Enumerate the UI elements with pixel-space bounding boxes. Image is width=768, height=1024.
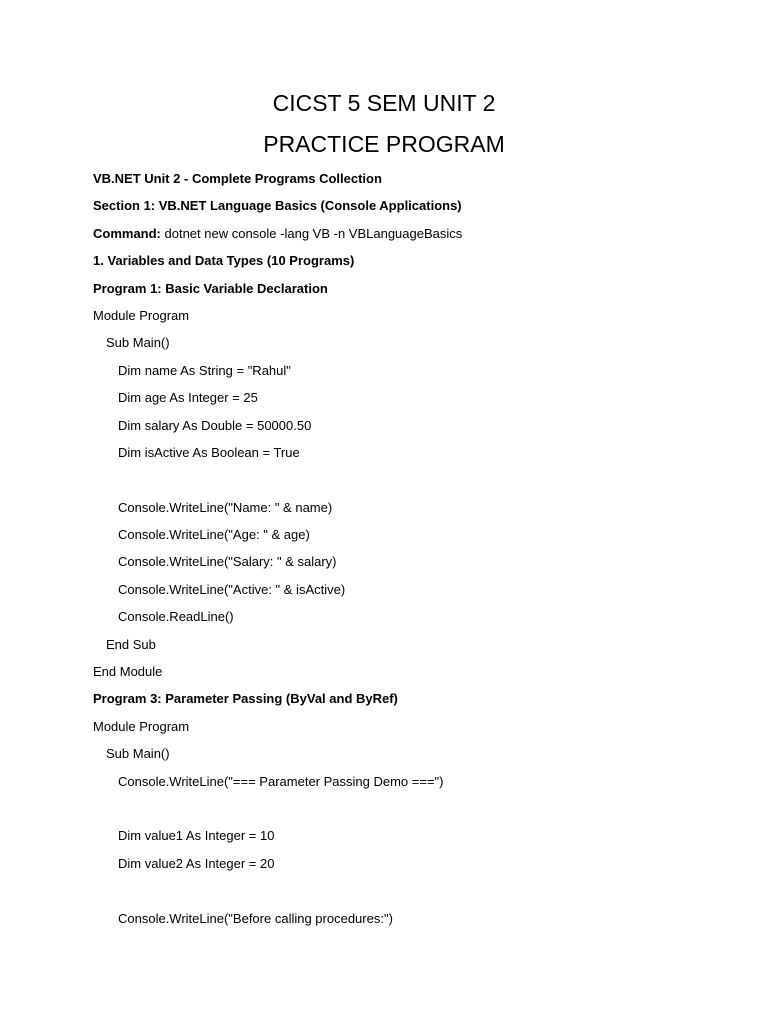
blank-line (93, 877, 733, 904)
document-title-line2: PRACTICE PROGRAM (263, 131, 505, 157)
code-line: Module Program (93, 718, 190, 734)
collection-heading: VB.NET Unit 2 - Complete Programs Collection (93, 171, 382, 186)
code-line: Console.ReadLine() (118, 609, 234, 625)
code-line: Module Program (93, 307, 190, 323)
code-line: Dim value2 As Integer = 20 (118, 855, 275, 871)
code-line: Dim salary As Double = 50000.50 (118, 417, 312, 433)
command-line (93, 220, 733, 247)
code-line: Dim isActive As Boolean = True (118, 444, 300, 460)
code-line: Console.WriteLine("Age: " & age) (118, 527, 310, 543)
code-line: Console.WriteLine("Before calling procedures:") (118, 910, 393, 926)
document-title-line1: CICST 5 SEM UNIT 2 (272, 90, 496, 116)
code-line: Dim name As String = "Rahul" (118, 362, 291, 378)
code-line: Console.WriteLine("Name: " & name) (118, 499, 333, 515)
command-label: Command: (93, 225, 161, 241)
command-text: dotnet new console -lang VB -n VBLanguageBasics (160, 225, 463, 241)
code-line: Console.WriteLine("Salary: " & salary) (118, 554, 337, 570)
code-line: Console.WriteLine("=== Parameter Passing Demo ===") (118, 773, 444, 789)
subsection-heading: 1. Variables and Data Types (10 Programs) (93, 253, 355, 269)
code-line: End Sub (106, 636, 156, 652)
blank-line (93, 795, 733, 822)
blank-line (93, 466, 733, 493)
program3-title: Program 3: Parameter Passing (ByVal and ByRef) (93, 691, 398, 707)
section-heading: Section 1: VB.NET Language Basics (Console Applications) (93, 198, 462, 214)
code-line: Dim value1 As Integer = 10 (118, 828, 275, 844)
document-body (93, 165, 733, 932)
code-line: Sub Main() (106, 746, 170, 762)
code-line: Dim age As Integer = 25 (118, 390, 258, 406)
program1-title: Program 1: Basic Variable Declaration (93, 280, 328, 296)
code-line: Sub Main() (106, 335, 170, 351)
code-line: End Module (93, 664, 163, 680)
code-line: Console.WriteLine("Active: " & isActive) (118, 581, 346, 597)
